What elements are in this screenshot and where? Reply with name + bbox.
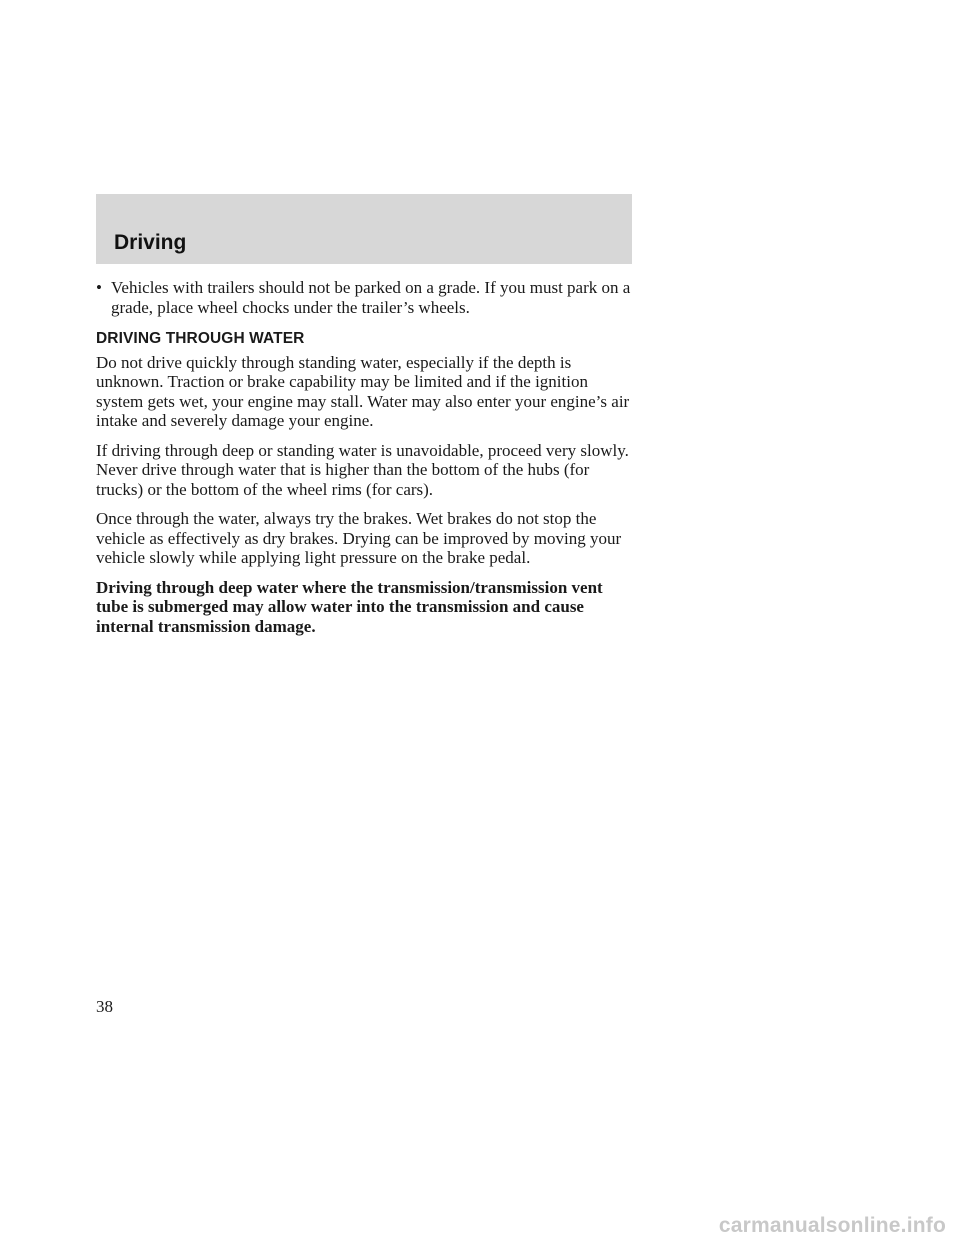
warning-paragraph: Driving through deep water where the transmission/transmission vent tube is submerged may allow water into the transmission and cause internal transmission damage. [96, 577, 603, 636]
paragraph-2: If driving through deep or standing water is unavoidable, proceed very slowly. Never drive through water that is higher than the bottom of the hubs (for trucks) or the bottom of the wheel rims (for cars). [96, 440, 629, 499]
bullet-text: Vehicles with trailers should not be parked on a grade. If you must park on a grade, place wheel chocks under the trailer’s wheels. [111, 278, 631, 317]
paragraph-3: Once through the water, always try the brakes. Wet brakes do not stop the vehicle as effectively as dry brakes. Drying can be improved by moving your vehicle slowly while applying light pressure on the brake pedal. [96, 509, 622, 567]
page-content [96, 278, 636, 646]
page-number: 38 [96, 997, 113, 1016]
paragraph-1: Do not drive quickly through standing water, especially if the depth is unknown. Traction or brake capability may be limited and if the ignition system gets wet, your engine may stall. Water may also enter your engine’s air intake and severely damage your engine. [96, 352, 630, 430]
watermark-link[interactable]: carmanualsonline.info [718, 1214, 946, 1237]
bullet-item [96, 278, 636, 317]
section-heading: DRIVING THROUGH WATER [96, 330, 305, 347]
section-header-band [96, 194, 632, 264]
bullet-icon: • [96, 278, 102, 297]
section-title: Driving [114, 231, 187, 254]
